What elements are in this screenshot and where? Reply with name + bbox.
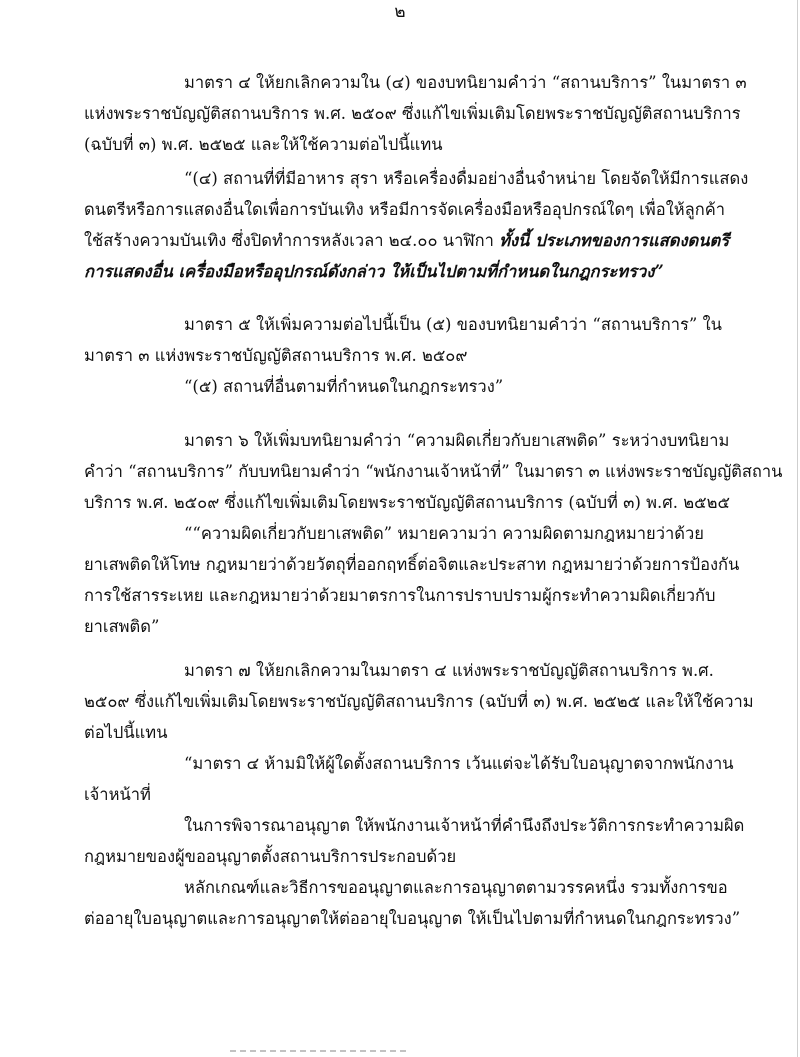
scan-edge	[797, 0, 798, 1057]
scan-artifact	[230, 1050, 410, 1052]
section-4-line-6-text: ใช้สร้างความบันเทิง ซึ่งปิดทำการหลังเวลา ๒๔.๐๐ นาฬิกา	[84, 231, 500, 250]
section-4-line-2: แห่งพระราชบัญญัติสถานบริการ พ.ศ. ๒๕๐๙ ซึ่งแก้ไขเพิ่มเติมโดยพระราชบัญญัติสถานบริการ	[84, 104, 741, 123]
section-7-line-4: “มาตรา ๔ ห้ามมิให้ผู้ใดตั้งสถานบริการ เว้นแต่จะได้รับใบอนุญาตจากพนักงาน	[184, 754, 734, 773]
section-4-line-5: ดนตรีหรือการแสดงอื่นใดเพื่อการบันเทิง หรือมีการจัดเครื่องมือหรืออุปกรณ์ใดๆ เพื่อให้ลูกค้า	[84, 200, 726, 219]
section-6-line-7: ยาเสพติด”	[84, 617, 160, 636]
section-7-line-8: หลักเกณฑ์และวิธีการขออนุญาตและการอนุญาตตามวรรคหนึ่ง รวมทั้งการขอ	[184, 878, 728, 897]
section-5-line-2: มาตรา ๓ แห่งพระราชบัญญัติสถานบริการ พ.ศ. ๒๕๐๙	[84, 346, 468, 365]
section-4-line-1: มาตรา ๔ ให้ยกเลิกความใน (๔) ของบทนิยามคำว่า “สถานบริการ” ในมาตรา ๓	[184, 73, 747, 92]
section-7-line-3: ต่อไปนี้แทน	[84, 723, 168, 742]
section-7-line-1: มาตรา ๗ ให้ยกเลิกความในมาตรา ๔ แห่งพระราชบัญญัติสถานบริการ พ.ศ.	[184, 661, 714, 680]
section-7-line-7: กฎหมายของผู้ขออนุญาตตั้งสถานบริการประกอบด้วย	[84, 847, 457, 866]
section-6-line-1: มาตรา ๖ ให้เพิ่มบทนิยามคำว่า “ความผิดเกี่ยวกับยาเสพติด” ระหว่างบทนิยาม	[184, 431, 730, 450]
section-7-line-6: ในการพิจารณาอนุญาต ให้พนักงานเจ้าหน้าที่คำนึงถึงประวัติการกระทำความผิด	[184, 816, 745, 835]
section-4-line-7: การแสดงอื่น เครื่องมือหรืออุปกรณ์ดังกล่าว ให้เป็นไปตามที่กำหนดในกฎกระทรวง”	[84, 262, 664, 281]
section-6-line-2: คำว่า “สถานบริการ” กับบทนิยามคำว่า “พนักงานเจ้าหน้าที่” ในมาตรา ๓ แห่งพระราชบัญญัติสถาน	[84, 462, 783, 481]
section-6-line-5: ยาเสพติดให้โทษ กฎหมายว่าด้วยวัตถุที่ออกฤทธิ์ต่อจิตและประสาท กฎหมายว่าด้วยการป้องกัน	[84, 555, 740, 574]
section-5-line-3: “(๕) สถานที่อื่นตามที่กำหนดในกฎกระทรวง”	[184, 377, 504, 396]
section-6-line-3: บริการ พ.ศ. ๒๕๐๙ ซึ่งแก้ไขเพิ่มเติมโดยพระราชบัญญัติสถานบริการ (ฉบับที่ ๓) พ.ศ. ๒๕๒๕	[84, 493, 730, 512]
section-7-line-9: ต่ออายุใบอนุญาตและการอนุญาตให้ต่ออายุใบอนุญาต ให้เป็นไปตามที่กำหนดในกฎกระทรวง”	[84, 909, 741, 928]
page-number: ๒	[394, 2, 406, 22]
section-4-line-3: (ฉบับที่ ๓) พ.ศ. ๒๕๒๕ และให้ใช้ความต่อไปนี้แทน	[84, 135, 443, 154]
section-5-line-1: มาตรา ๕ ให้เพิ่มความต่อไปนี้เป็น (๕) ของบทนิยามคำว่า “สถานบริการ” ใน	[184, 315, 722, 334]
section-4-line-4: “(๔) สถานที่ที่มีอาหาร สุรา หรือเครื่องดื่มอย่างอื่นจำหน่าย โดยจัดให้มีการแสดง	[184, 169, 749, 188]
section-4-line-6	[84, 228, 729, 254]
section-7-line-2: ๒๕๐๙ ซึ่งแก้ไขเพิ่มเติมโดยพระราชบัญญัติสถานบริการ (ฉบับที่ ๓) พ.ศ. ๒๕๒๕ และให้ใช้ความ	[84, 692, 754, 711]
section-6-line-4: ““ความผิดเกี่ยวกับยาเสพติด” หมายความว่า ความผิดตามกฎหมายว่าด้วย	[184, 524, 704, 543]
section-7-line-5: เจ้าหน้าที่	[84, 785, 151, 804]
section-4-line-6-emphasis: ทั้งนี้ ประเภทของการแสดงดนตรี	[499, 231, 730, 250]
section-6-line-6: การใช้สารระเหย และกฎหมายว่าด้วยมาตรการในการปราบปรามผู้กระทำความผิดเกี่ยวกับ	[84, 586, 716, 605]
